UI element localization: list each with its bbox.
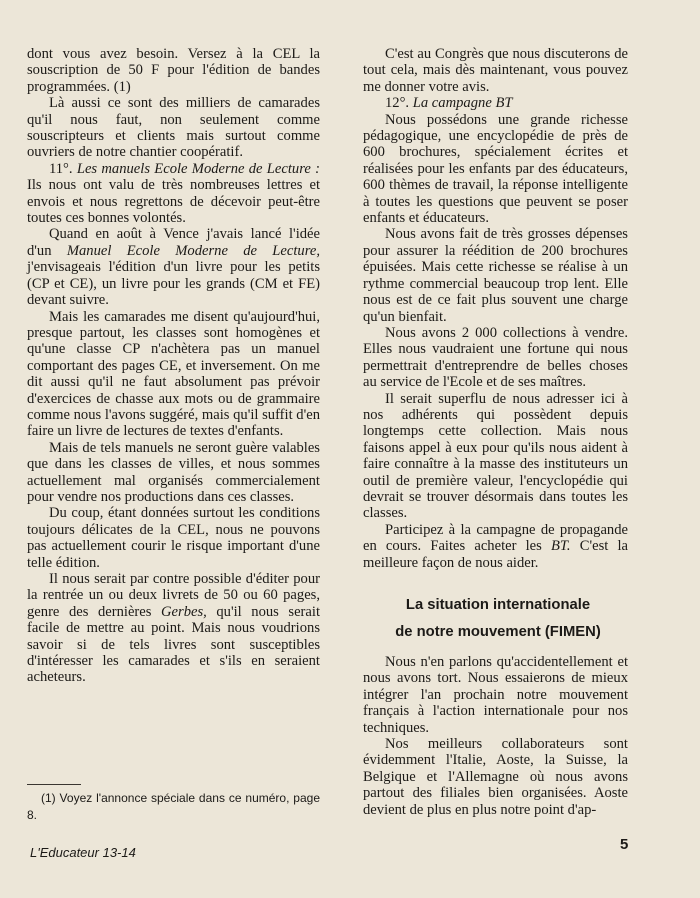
- paragraph: Mais les camarades me disent qu'aujourd'hui, presque partout, les classes sont homogènes et qu'une classe CP n'achètera pas un manuel comportant des pages CE, et inversement. On me dit aussi qu'il ne faut absolument pas prévoir d'exercices de chasse aux mots ou de grammaire comme nous l'avons suggéré, mais qu'il suffit d'en faire un livre de lectures de textes d'enfants.: [27, 308, 320, 440]
- book-title: Manuel Ecole Moderne de Lecture,: [66, 242, 320, 259]
- page-number: 5: [620, 836, 629, 853]
- footnote-divider: [27, 784, 81, 785]
- footnote: (1) Voyez l'annonce spéciale dans ce numéro, page 8.: [27, 791, 320, 822]
- paragraph: C'est au Congrès que nous discuterons de tout cela, mais dès maintenant, vous pouvez me donner votre avis.: [363, 46, 628, 95]
- paragraph-manuels: 11°. Les manuels Ecole Moderne de Lecture : Ils nous ont valu de très nombreuses lettres et envois et nous regrettons de décevoir peut-être toutes ces bonnes volontés.: [27, 160, 320, 227]
- section-title: [348, 592, 648, 646]
- paragraph: Nous n'en parlons qu'accidentellement et nous avons tort. Nous essaierons de mieux intégrer l'an prochain notre mouvement français à l'action internationale pour nos techniques.: [363, 654, 628, 736]
- section-title-line: La situation internationale: [405, 597, 591, 613]
- left-column: [27, 46, 320, 686]
- paragraph-heading-bt: [363, 95, 628, 111]
- paragraph: Quand en août à Vence j'avais lancé l'idée d'un Manuel Ecole Moderne de Lecture, j'envisageais l'édition d'un livre pour les petits (CP et CE), un livre pour les grands (CM et FE) devant suivre.: [27, 226, 320, 309]
- paragraph: Participez à la campagne de propagande en cours. Faites acheter les BT. C'est la meilleure façon de nous aider.: [363, 521, 629, 571]
- section-heading: Les manuels Ecole Moderne de Lecture :: [76, 160, 320, 177]
- paragraph: Il serait superflu de nous adresser ici à nos adhérents qui possèdent depuis longtemps cette collection. Mais nous faisons appel à eux pour qu'ils nous aident à faire connaître à la masse des instituteurs un outil de première valeur, l'encyclopédie qui devrait se trouver désormais dans toutes les classes.: [363, 390, 628, 522]
- section-body: [363, 654, 628, 818]
- right-column: [363, 46, 628, 571]
- bt-abbrev: BT.: [550, 538, 571, 555]
- paragraph: Là aussi ce sont des milliers de camarades qu'il nous faut, non seulement comme souscripteurs et clients mais surtout comme ouvriers de notre chantier coopératif.: [27, 95, 320, 161]
- paragraph: Nos meilleurs collaborateurs sont évidemment l'Italie, Aoste, la Suisse, la Belgique et l'Allemagne où nous avons partout des filiales bien organisées. Aoste devient de plus en plus notre point d'ap-: [363, 736, 628, 818]
- book-title: Gerbes,: [161, 603, 207, 620]
- paragraph: Nous possédons une grande richesse pédagogique, une encyclopédie de près de 600 brochures, spécialement écrites et réalisées pour les enfants par des éducateurs, 600 thèmes de travail, la réponse intelligente à toutes les questions que peuvent se poser enfants et éducateurs.: [363, 111, 628, 227]
- paragraph: Mais de tels manuels ne seront guère valables que dans les classes de villes, et nous sommes actuellement mal organisés commercialement pour vendre nos productions dans ces classes.: [27, 439, 320, 505]
- section-number: 11°.: [49, 160, 73, 177]
- paragraph: Du coup, étant données surtout les conditions toujours délicates de la CEL, nous ne pouvons pas actuellement courir le risque important d'une telle édition.: [27, 505, 320, 571]
- paragraph: dont vous avez besoin. Versez à la CEL la souscription de 50 F pour l'édition de bandes programmées. (1): [27, 46, 320, 95]
- journal-footer: L'Educateur 13-14: [30, 845, 136, 860]
- section-number: 12°.: [385, 95, 410, 112]
- section-title-line: de notre mouvement (FIMEN): [395, 624, 601, 640]
- paragraph: Nous avons 2 000 collections à vendre. Elles nous vaudraient une fortune qui nous permettrait d'entreprendre de belles choses au service de l'Ecole et de ses maîtres.: [363, 324, 628, 391]
- paragraph: Nous avons fait de très grosses dépenses pour assurer la réédition de 200 brochures épuisées. Mais cette richesse se réalise à un rythme commercial beaucoup trop lent. Elle nous est de ce fait plus souvent une charge qu'un bienfait.: [363, 226, 628, 325]
- section-heading: La campagne BT: [412, 95, 513, 112]
- paragraph: Il nous serait par contre possible d'éditer pour la rentrée un ou deux livrets de 50 ou 60 pages, genre des dernières Gerbes, qu'il nous serait facile de mettre au point. Mais nous voudrions savoir si de tels livres sont susceptibles d'intéresser les camarades et s'ils en seraient acheteurs.: [27, 571, 320, 686]
